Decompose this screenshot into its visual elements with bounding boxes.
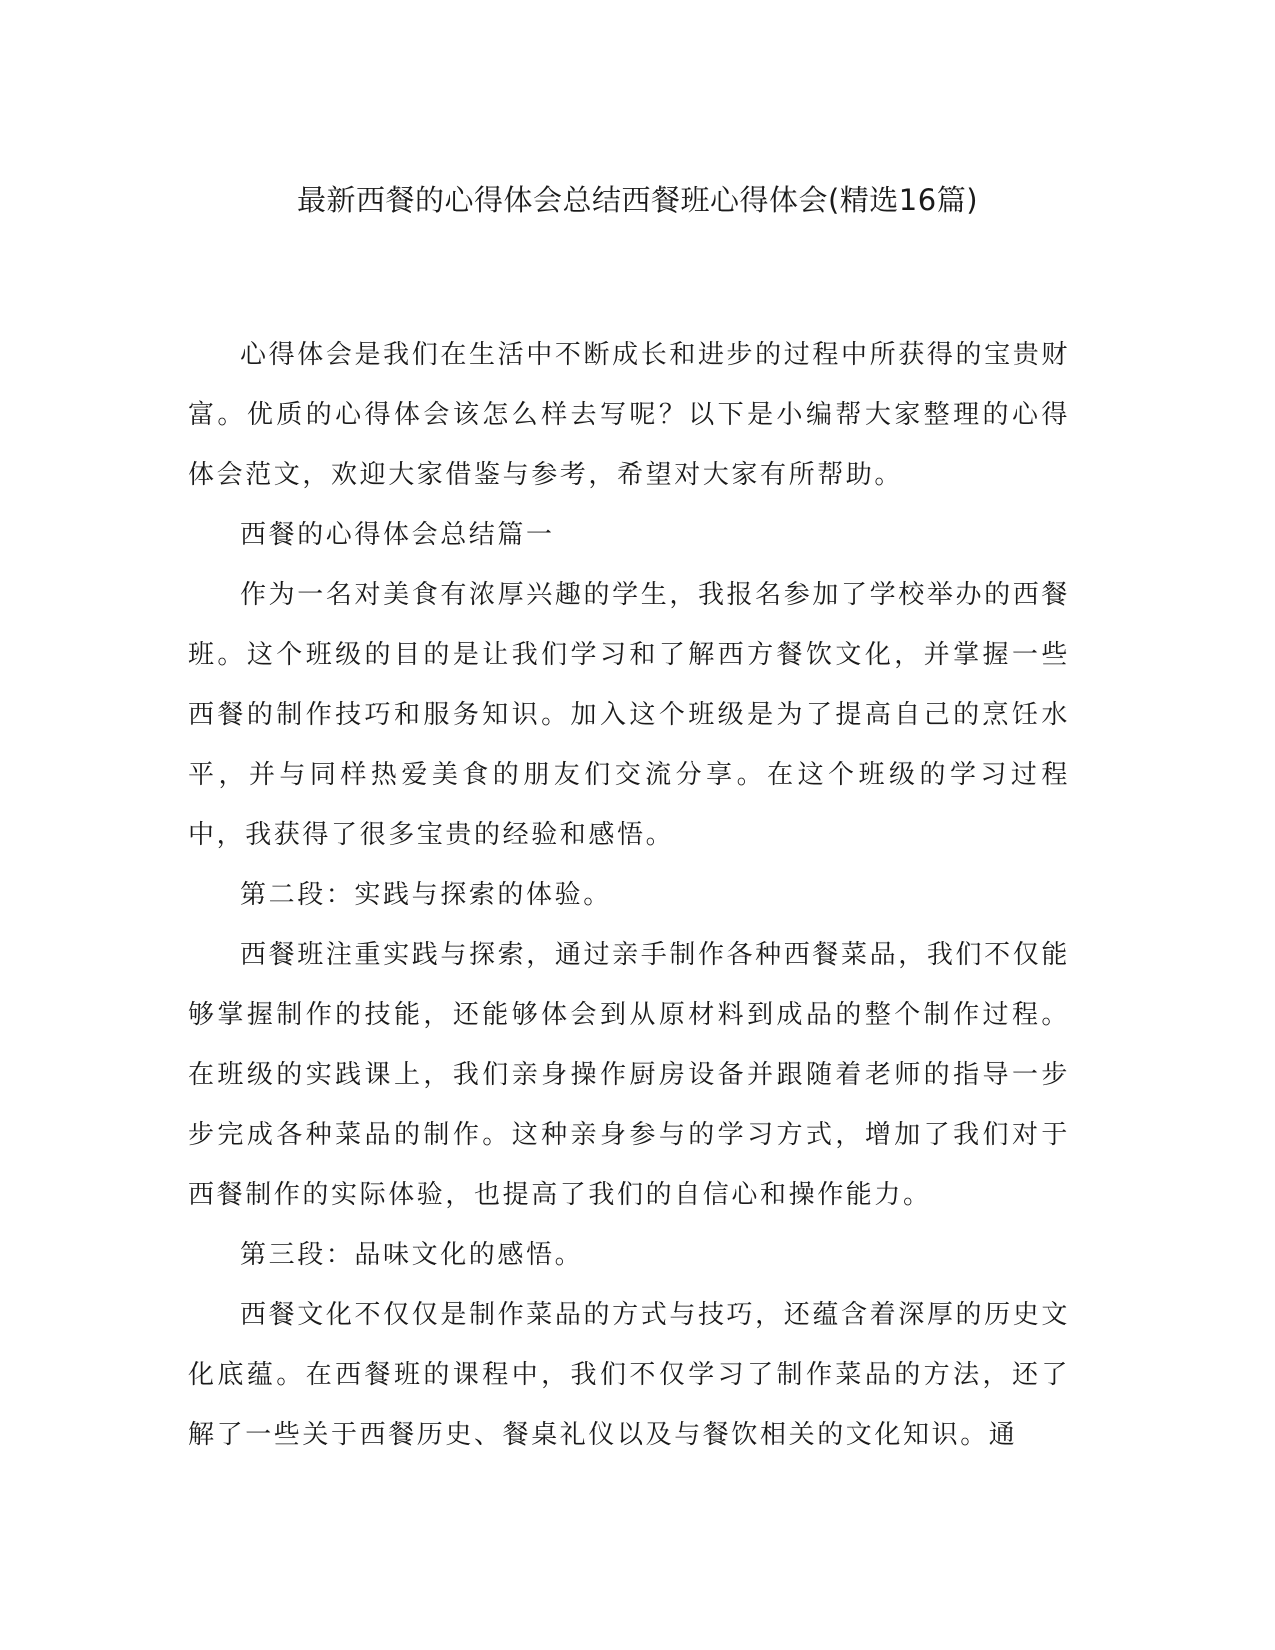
section-heading-part-three: 第三段：品味文化的感悟。: [240, 1240, 584, 1270]
intro-paragraph: 心得体会是我们在生活中不断成长和进步的过程中所获得的宝贵财富。优质的心得体会该怎么样去写呢？以下是小编帮大家整理的心得体会范文，欢迎大家借鉴与参考，希望对大家有所帮助。: [188, 340, 1070, 490]
section-heading-part-two: 第二段：实践与探索的体验。: [240, 880, 612, 910]
document-body: [188, 325, 1070, 1465]
section-heading-part-one: 西餐的心得体会总结篇一: [240, 520, 555, 550]
document-title: 最新西餐的心得体会总结西餐班心得体会(精选16篇): [296, 183, 979, 217]
body-paragraph: 西餐班注重实践与探索，通过亲手制作各种西餐菜品，我们不仅能够掌握制作的技能，还能够体会到从原材料到成品的整个制作过程。在班级的实践课上，我们亲身操作厨房设备并跟随着老师的指导一步步完成各种菜品的制作。这种亲身参与的学习方式，增加了我们对于西餐制作的实际体验，也提高了我们的自信心和操作能力。: [188, 940, 1070, 1210]
body-paragraph: 西餐文化不仅仅是制作菜品的方式与技巧，还蕴含着深厚的历史文化底蕴。在西餐班的课程中，我们不仅学习了制作菜品的方法，还了解了一些关于西餐历史、餐桌礼仪以及与餐饮相关的文化知识。通: [188, 1300, 1070, 1450]
body-paragraph: 作为一名对美食有浓厚兴趣的学生，我报名参加了学校举办的西餐班。这个班级的目的是让我们学习和了解西方餐饮文化，并掌握一些西餐的制作技巧和服务知识。加入这个班级是为了提高自己的烹饪水平，并与同样热爱美食的朋友们交流分享。在这个班级的学习过程中，我获得了很多宝贵的经验和感悟。: [188, 580, 1070, 850]
